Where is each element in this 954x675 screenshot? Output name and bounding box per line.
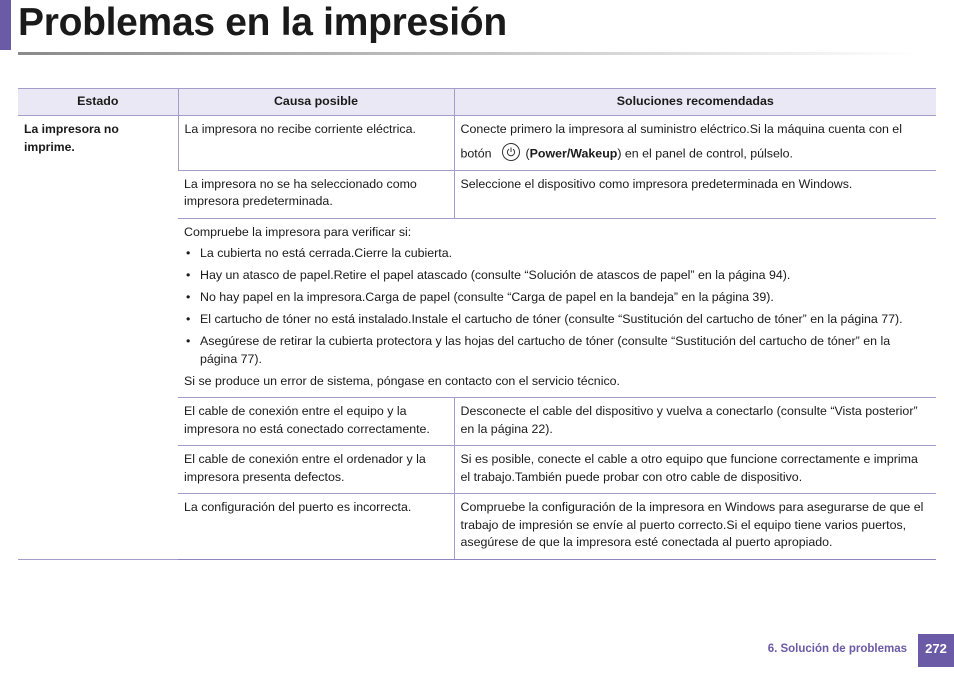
header-estado: Estado [18,89,178,116]
footer-section-link[interactable]: 6. Solución de problemas [767,643,907,655]
solution-cell [454,116,936,171]
cause-cell: El cable de conexión entre el ordenador y la impresora presenta defectos. [178,446,454,494]
checklist-closing: Si se produce un error de sistema, póngase en contacto con el servicio técnico. [184,373,620,388]
power-icon [502,143,520,161]
solution-button-line: botón (Power/Wakeup) en el panel de control, púlselo. [461,145,931,163]
cause-cell: La impresora no recibe corriente eléctrica. [178,116,454,171]
cause-cell: La configuración del puerto es incorrecta. [178,494,454,560]
solution-cell: Seleccione el dispositivo como impresora predeterminada en Windows. [454,170,936,218]
solution-cell: Desconecte el cable del dispositivo y vuelva a conectarlo (consulte “Vista posterior” en la página 22). [454,398,936,446]
header-soluciones: Soluciones recomendadas [454,89,936,116]
list-item: • Hay un atasco de papel.Retire el papel atascado (consulte “Solución de atascos de papel” en la página 94). [184,267,930,285]
page-number: 272 [918,634,954,667]
checklist-intro: Compruebe la impresora para verificar si: [184,224,412,239]
troubleshooting-table [18,88,936,560]
solution-text-post: ) en el panel de control, púlselo. [617,145,793,160]
section-accent-bar [0,0,11,50]
state-cell: La impresora no imprime. [18,116,178,560]
list-item: • No hay papel en la impresora.Carga de papel (consulte “Carga de papel en la bandeja” en la página 39). [184,289,930,307]
cause-cell: El cable de conexión entre el equipo y la impresora no está conectado correctamente. [178,398,454,446]
list-item: • Asegúrese de retirar la cubierta protectora y las hojas del cartucho de tóner (consulte “Sustitución del cartucho de tóner” en la página 77). [184,333,930,368]
header-causa-posible: Causa posible [178,89,454,116]
solution-cell: Compruebe la configuración de la impresora en Windows para asegurarse de que el trabajo de impresión se envíe al puerto correcto.Si el equipo tiene varios puertos, asegúrese de que la impresora esté conectada al puerto apropiado. [454,494,936,560]
checklist [184,245,930,368]
solution-text-pre: botón [460,145,492,160]
cause-cell: La impresora no se ha seleccionado como impresora predeterminada. [178,170,454,218]
page-title: Problemas en la impresión [18,1,507,44]
table-row [18,116,936,171]
list-item: • La cubierta no está cerrada.Cierre la cubierta. [184,245,930,263]
solution-text: Conecte primero la impresora al suministro eléctrico.Si la máquina cuenta con el [460,122,902,136]
title-underline [18,52,918,55]
checklist-cell [178,218,936,398]
power-wakeup-label: Power/Wakeup [529,145,618,160]
table-header-row [18,89,936,116]
list-item: • El cartucho de tóner no está instalado.Instale el cartucho de tóner (consulte “Sustitución del cartucho de tóner” en la página 77). [184,311,930,329]
solution-cell: Si es posible, conecte el cable a otro equipo que funcione correctamente e imprima el trabajo.También puede probar con otro cable de dispositivo. [454,446,936,494]
